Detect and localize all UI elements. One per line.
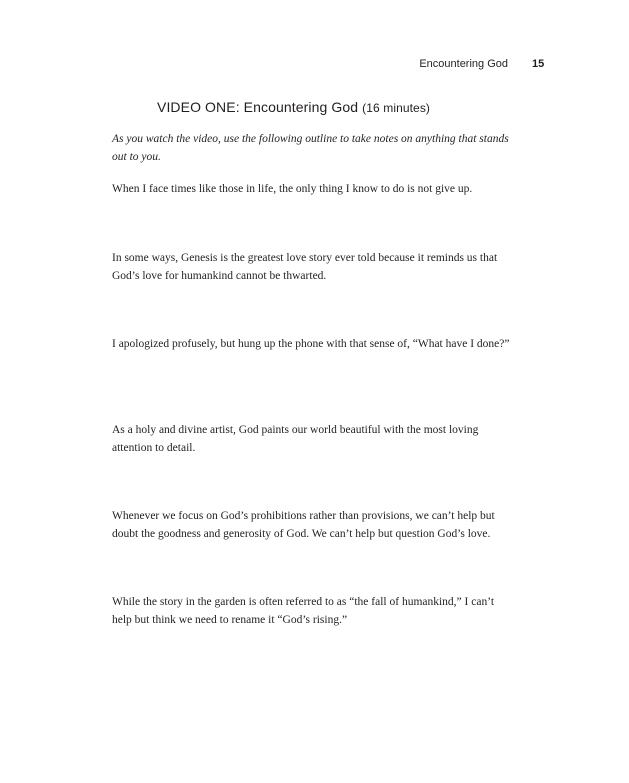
note-paragraph: Whenever we focus on God’s prohibitions rather than provisions, we can’t help but doubt the goodness and generosity of God. We can’t help but question God’s love. [112,510,495,540]
note-paragraph: As a holy and divine artist, God paints our world beautiful with the most loving attention to detail. [112,424,479,454]
section-heading [157,99,430,115]
note-paragraph: When I face times like those in life, the only thing I know to do is not give up. [112,183,473,195]
note-paragraph: While the story in the garden is often referred to as “the fall of humankind,” I can’t help but think we need to rename it “God’s rising.” [112,596,495,626]
section-title: VIDEO ONE: Encountering God [157,99,359,115]
note-paragraph: I apologized profusely, but hung up the phone with that sense of, “What have I done?” [112,338,510,350]
note-paragraph: In some ways, Genesis is the greatest love story ever told because it reminds us that God’s love for humankind cannot be thwarted. [112,252,498,282]
instructions-text: As you watch the video, use the following outline to take notes on anything that stands out to you. [112,133,509,163]
page-number: 15 [532,58,545,70]
running-title: Encountering God [419,58,508,70]
section-duration: (16 minutes) [362,101,431,115]
running-head [0,58,629,76]
